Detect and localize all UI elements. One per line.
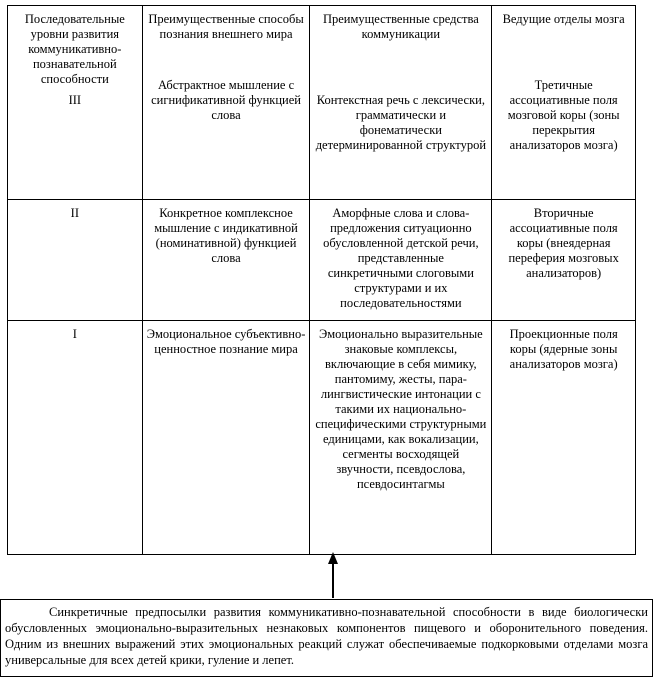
cell-communication-3	[310, 6, 492, 200]
column-header-communication: Преимущественные средства коммуникации	[322, 12, 479, 41]
brain-text: Третичные ассоциативные поля мозговой коры (зоны перекрытия анализаторов мозга)	[507, 78, 620, 152]
prerequisites-note: Синкретичные предпосылки развития коммуникативно-познавательной способности в виде биологически обусловленных эмоционально-выразительных незнаковых компонентов пищевого и оборонительного поведения. Одним из внешних выражений этих эмоциональных реакций служат обеспечиваемые подкорковыми отделами мозга универсальные для всех детей крики, гуление и лепет.	[0, 599, 653, 677]
communication-text: Контекстная речь с лексически, грамматически и фонематически детерминированной структурой	[315, 93, 487, 152]
cell-communication-2: Аморфные слова и слова-предложения ситуационно обусловленной детской речи, представленные синкретичными слоговыми структурами и их последовательностями	[310, 200, 492, 321]
cell-cognition-3	[142, 6, 310, 200]
cell-brain-2: Вторичные ассоциативные поля коры (внеядерная переферия мозговых анализаторов)	[492, 200, 636, 321]
cell-level-3	[8, 6, 143, 200]
column-header-levels: Последовательные уровни развития коммуникативно-познавательной способности	[24, 12, 125, 86]
column-header-cognition: Преимущественные способы познания внешнего мира	[148, 12, 304, 41]
column-header-brain: Ведущие отделы мозга	[502, 12, 625, 26]
cell-communication-1: Эмоционально выразительные знаковые комплексы, включающие в себя мимику, пантомиму, жесты, пара-лингвистические интонации с такими их национально-специфическими структурными единицами, как вокализации, сегменты восходящей звучности, псевдослова, псевдосинтагмы	[310, 321, 492, 555]
development-levels-table	[7, 5, 636, 555]
cell-brain-1: Проекционные поля коры (ядерные зоны анализаторов мозга)	[492, 321, 636, 555]
cell-cognition-1: Эмоциональное субъективно-ценностное познание мира	[142, 321, 310, 555]
cell-brain-3	[492, 6, 636, 200]
cognition-text: Абстрактное мышление с сигнификативной функцией слова	[151, 78, 301, 122]
cell-cognition-2: Конкретное комплексное мышление с индикативной (номинативной) функцией слова	[142, 200, 310, 321]
table-row-level-1	[8, 321, 636, 555]
level-label: III	[68, 93, 82, 107]
table-row-level-3	[8, 6, 636, 200]
table-row-level-2	[8, 200, 636, 321]
cell-level-2: II	[8, 200, 143, 321]
cell-level-1: I	[8, 321, 143, 555]
arrow-shaft	[332, 554, 334, 598]
